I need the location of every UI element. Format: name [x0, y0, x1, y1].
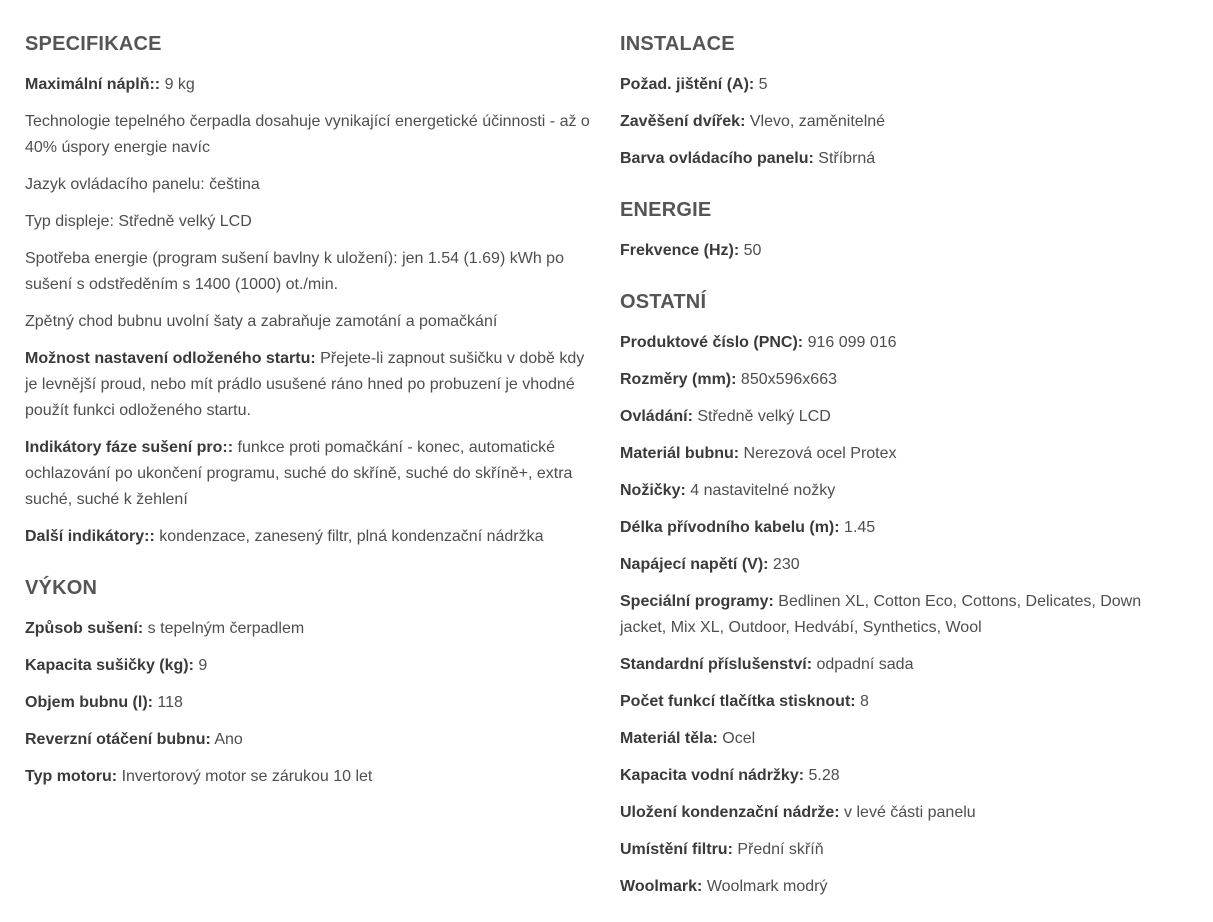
spec-value: 9 kg [160, 76, 195, 93]
spec-row [620, 589, 1180, 641]
spec-value: Invertorový motor se zárukou 10 let [117, 768, 373, 785]
spec-row [25, 616, 595, 642]
spec-label: Umístění filtru: [620, 841, 733, 858]
spec-row [25, 172, 595, 198]
spec-label: Další indikátory:: [25, 528, 155, 545]
spec-rows [620, 72, 1180, 172]
spec-row [620, 441, 1180, 467]
spec-row [620, 800, 1180, 826]
spec-value: odpadní sada [812, 656, 914, 673]
spec-label: Standardní příslušenství: [620, 656, 813, 673]
spec-label: Reverzní otáčení bubnu: [25, 731, 211, 748]
spec-value: 230 [768, 556, 800, 573]
spec-rows [620, 330, 1180, 900]
spec-row [620, 72, 1180, 98]
spec-label: Produktové číslo (PNC): [620, 334, 804, 351]
spec-value: Woolmark modrý [702, 878, 828, 895]
spec-rows [25, 72, 595, 550]
spec-label: Způsob sušení: [25, 620, 144, 637]
spec-label: Napájecí napětí (V): [620, 556, 769, 573]
spec-row [620, 837, 1180, 863]
spec-label: Délka přívodního kabelu (m): [620, 519, 840, 536]
spec-row [25, 209, 595, 235]
spec-label: Možnost nastavení odloženého startu: [25, 350, 316, 367]
spec-value: Přejete-li zapnout sušičku v době kdy je levnější proud, nebo mít prádlo usušené ráno hned po probuzení je vhodné použít funkci odloženého startu. [25, 350, 585, 419]
spec-label: Kapacita sušičky (kg): [25, 657, 194, 674]
spec-rows [25, 616, 595, 790]
spec-label: Počet funkcí tlačítka stisknout: [620, 693, 856, 710]
spec-row [25, 346, 595, 424]
spec-value: 1.45 [839, 519, 876, 536]
spec-value: Stříbrná [813, 150, 876, 167]
spec-row [25, 524, 595, 550]
spec-row [25, 727, 595, 753]
spec-label: Objem bubnu (l): [25, 694, 153, 711]
spec-label: Uložení kondenzační nádrže: [620, 804, 840, 821]
spec-value: 118 [152, 694, 183, 711]
spec-row [620, 652, 1180, 678]
spec-value: Vlevo, zaměnitelné [745, 113, 886, 130]
spec-value: Středně velký LCD [692, 408, 831, 425]
spec-label: Frekvence (Hz): [620, 242, 740, 259]
spec-value: Přední skříň [732, 841, 824, 858]
spec-row [620, 689, 1180, 715]
spec-row [25, 435, 595, 513]
spec-value: Jazyk ovládacího panelu: čeština [25, 176, 260, 193]
spec-label: Nožičky: [620, 482, 686, 499]
spec-value: 5 [754, 76, 768, 93]
spec-row [620, 763, 1180, 789]
spec-value: 50 [739, 242, 762, 259]
section-instalace [620, 30, 1180, 172]
spec-value: Ocel [717, 730, 756, 747]
left-column [25, 30, 595, 801]
spec-row [620, 330, 1180, 356]
spec-value: Typ displeje: Středně velký LCD [25, 213, 252, 230]
spec-row [620, 238, 1180, 264]
spec-label: Ovládání: [620, 408, 693, 425]
spec-value: 5.28 [804, 767, 840, 784]
spec-value: Ano [210, 731, 243, 748]
spec-label: Woolmark: [620, 878, 703, 895]
spec-row [620, 874, 1180, 900]
spec-value: kondenzace, zanesený filtr, plná kondenzační nádržka [154, 528, 544, 545]
spec-value: s tepelným čerpadlem [143, 620, 305, 637]
spec-row [620, 146, 1180, 172]
spec-label: Maximální náplň:: [25, 76, 161, 93]
spec-label: Materiál těla: [620, 730, 718, 747]
spec-row [620, 478, 1180, 504]
spec-value: 916 099 016 [803, 334, 897, 351]
spec-row [25, 309, 595, 335]
spec-row [25, 109, 595, 161]
spec-value: Zpětný chod bubnu uvolní šaty a zabraňuje zamotání a pomačkání [25, 313, 498, 330]
section-title: VÝKON [25, 577, 98, 599]
spec-label: Typ motoru: [25, 768, 118, 785]
spec-label: Indikátory fáze sušení pro:: [25, 439, 234, 456]
section-specifikace [25, 30, 595, 550]
spec-rows [620, 238, 1180, 264]
spec-label: Požad. jištění (A): [620, 76, 755, 93]
spec-label: Barva ovládacího panelu: [620, 150, 814, 167]
spec-row [620, 552, 1180, 578]
spec-label: Kapacita vodní nádržky: [620, 767, 805, 784]
spec-row [25, 653, 595, 679]
spec-value: Bedlinen XL, Cotton Eco, Cottons, Delicates, Down jacket, Mix XL, Outdoor, Hedvábí, Synthetics, Wool [620, 593, 1142, 636]
section-title: ENERGIE [620, 199, 712, 221]
section-energie [620, 196, 1180, 264]
spec-label: Zavěšení dvířek: [620, 113, 746, 130]
spec-row [25, 764, 595, 790]
spec-value: funkce proti pomačkání - konec, automatické ochlazování po ukončení programu, suché do skříně, suché do skříně+, extra suché, suché k žehlení [25, 439, 573, 508]
spec-value: Spotřeba energie (program sušení bavlny k uložení): jen 1.54 (1.69) kWh po sušení s odstředěním s 1400 (1000) ot./min. [25, 250, 564, 293]
section-title: OSTATNÍ [620, 291, 707, 313]
section-title: INSTALACE [620, 33, 735, 55]
spec-row [25, 246, 595, 298]
spec-value: Nerezová ocel Protex [739, 445, 897, 462]
spec-row [620, 726, 1180, 752]
spec-row [25, 690, 595, 716]
spec-value: Technologie tepelného čerpadla dosahuje vynikající energetické účinnosti - až o 40% úspory energie navíc [25, 113, 590, 156]
spec-label: Speciální programy: [620, 593, 774, 610]
spec-row [620, 367, 1180, 393]
spec-value: 4 nastavitelné nožky [685, 482, 836, 499]
section-ostatni [620, 288, 1180, 900]
spec-label: Rozměry (mm): [620, 371, 737, 388]
spec-row [620, 515, 1180, 541]
right-column [620, 30, 1180, 911]
spec-value: 9 [193, 657, 208, 674]
spec-row [620, 404, 1180, 430]
spec-row [25, 72, 595, 98]
spec-value: 8 [855, 693, 869, 710]
spec-value: 850x596x663 [736, 371, 837, 388]
section-vykon [25, 574, 595, 790]
spec-value: v levé části panelu [839, 804, 976, 821]
spec-label: Materiál bubnu: [620, 445, 740, 462]
spec-row [620, 109, 1180, 135]
section-title: SPECIFIKACE [25, 33, 162, 55]
